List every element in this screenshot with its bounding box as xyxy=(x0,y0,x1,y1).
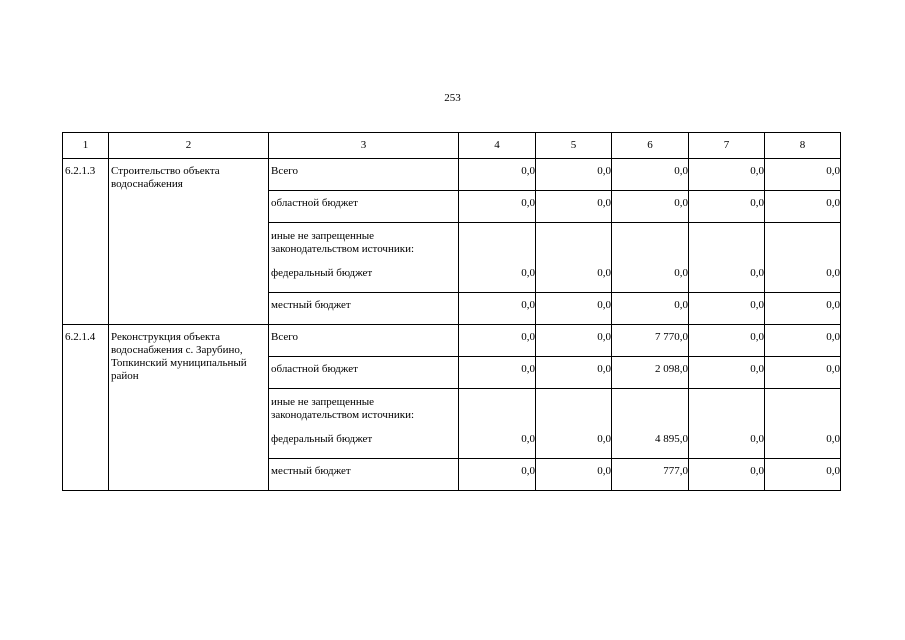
funding-source: местный бюджет xyxy=(269,293,459,325)
value-cell xyxy=(536,389,612,428)
value-cell: 0,0 xyxy=(612,293,689,325)
value-cell: 0,0 xyxy=(536,459,612,491)
header-row xyxy=(63,133,841,159)
value-cell xyxy=(689,389,765,428)
value-cell: 0,0 xyxy=(459,261,536,293)
value-cell: 0,0 xyxy=(765,191,841,223)
value-cell: 0,0 xyxy=(612,261,689,293)
value-cell xyxy=(689,223,765,262)
value-cell xyxy=(459,389,536,428)
value-cell: 0,0 xyxy=(536,325,612,357)
value-cell: 0,0 xyxy=(765,293,841,325)
value-cell: 0,0 xyxy=(689,357,765,389)
header-cell: 4 xyxy=(459,133,536,159)
value-cell: 0,0 xyxy=(536,159,612,191)
funding-source: федеральный бюджет xyxy=(269,427,459,459)
value-cell: 777,0 xyxy=(612,459,689,491)
value-cell: 0,0 xyxy=(689,159,765,191)
value-cell xyxy=(765,223,841,262)
value-cell: 0,0 xyxy=(612,191,689,223)
header-cell: 8 xyxy=(765,133,841,159)
value-cell: 0,0 xyxy=(765,261,841,293)
value-cell: 0,0 xyxy=(765,427,841,459)
table-row xyxy=(63,325,841,357)
funding-source: областной бюджет xyxy=(269,191,459,223)
funding-source: федеральный бюджет xyxy=(269,261,459,293)
item-code: 6.2.1.3 xyxy=(63,159,109,325)
value-cell: 0,0 xyxy=(459,293,536,325)
header-cell: 3 xyxy=(269,133,459,159)
value-cell xyxy=(612,223,689,262)
value-cell: 0,0 xyxy=(536,357,612,389)
value-cell: 0,0 xyxy=(689,191,765,223)
funding-source: местный бюджет xyxy=(269,459,459,491)
item-description: Реконструкция объекта водоснабжения с. Зарубино, Топкинский муниципальный район xyxy=(109,325,269,491)
funding-source: иные не запрещенные законодательством источники: xyxy=(269,223,459,262)
value-cell: 0,0 xyxy=(459,325,536,357)
value-cell: 0,0 xyxy=(689,261,765,293)
value-cell: 0,0 xyxy=(765,159,841,191)
value-cell: 0,0 xyxy=(612,159,689,191)
value-cell: 0,0 xyxy=(459,459,536,491)
value-cell: 0,0 xyxy=(459,159,536,191)
value-cell: 7 770,0 xyxy=(612,325,689,357)
header-cell: 6 xyxy=(612,133,689,159)
value-cell: 0,0 xyxy=(689,459,765,491)
value-cell xyxy=(612,389,689,428)
value-cell: 0,0 xyxy=(689,293,765,325)
value-cell: 2 098,0 xyxy=(612,357,689,389)
value-cell: 0,0 xyxy=(459,191,536,223)
value-cell: 0,0 xyxy=(765,357,841,389)
value-cell: 0,0 xyxy=(765,325,841,357)
budget-table xyxy=(62,132,841,491)
value-cell: 0,0 xyxy=(536,261,612,293)
value-cell: 0,0 xyxy=(536,293,612,325)
table-row xyxy=(63,159,841,191)
header-cell: 7 xyxy=(689,133,765,159)
value-cell: 0,0 xyxy=(459,427,536,459)
header-cell: 1 xyxy=(63,133,109,159)
value-cell xyxy=(536,223,612,262)
value-cell xyxy=(459,223,536,262)
item-description: Строительство объекта водоснабжения xyxy=(109,159,269,325)
value-cell: 0,0 xyxy=(689,325,765,357)
funding-source: Всего xyxy=(269,325,459,357)
value-cell: 4 895,0 xyxy=(612,427,689,459)
value-cell: 0,0 xyxy=(536,427,612,459)
funding-source: Всего xyxy=(269,159,459,191)
header-cell: 2 xyxy=(109,133,269,159)
item-code: 6.2.1.4 xyxy=(63,325,109,491)
value-cell: 0,0 xyxy=(689,427,765,459)
value-cell xyxy=(765,389,841,428)
value-cell: 0,0 xyxy=(765,459,841,491)
header-cell: 5 xyxy=(536,133,612,159)
funding-source: иные не запрещенные законодательством источники: xyxy=(269,389,459,428)
page-number: 253 xyxy=(444,92,461,104)
value-cell: 0,0 xyxy=(459,357,536,389)
value-cell: 0,0 xyxy=(536,191,612,223)
funding-source: областной бюджет xyxy=(269,357,459,389)
